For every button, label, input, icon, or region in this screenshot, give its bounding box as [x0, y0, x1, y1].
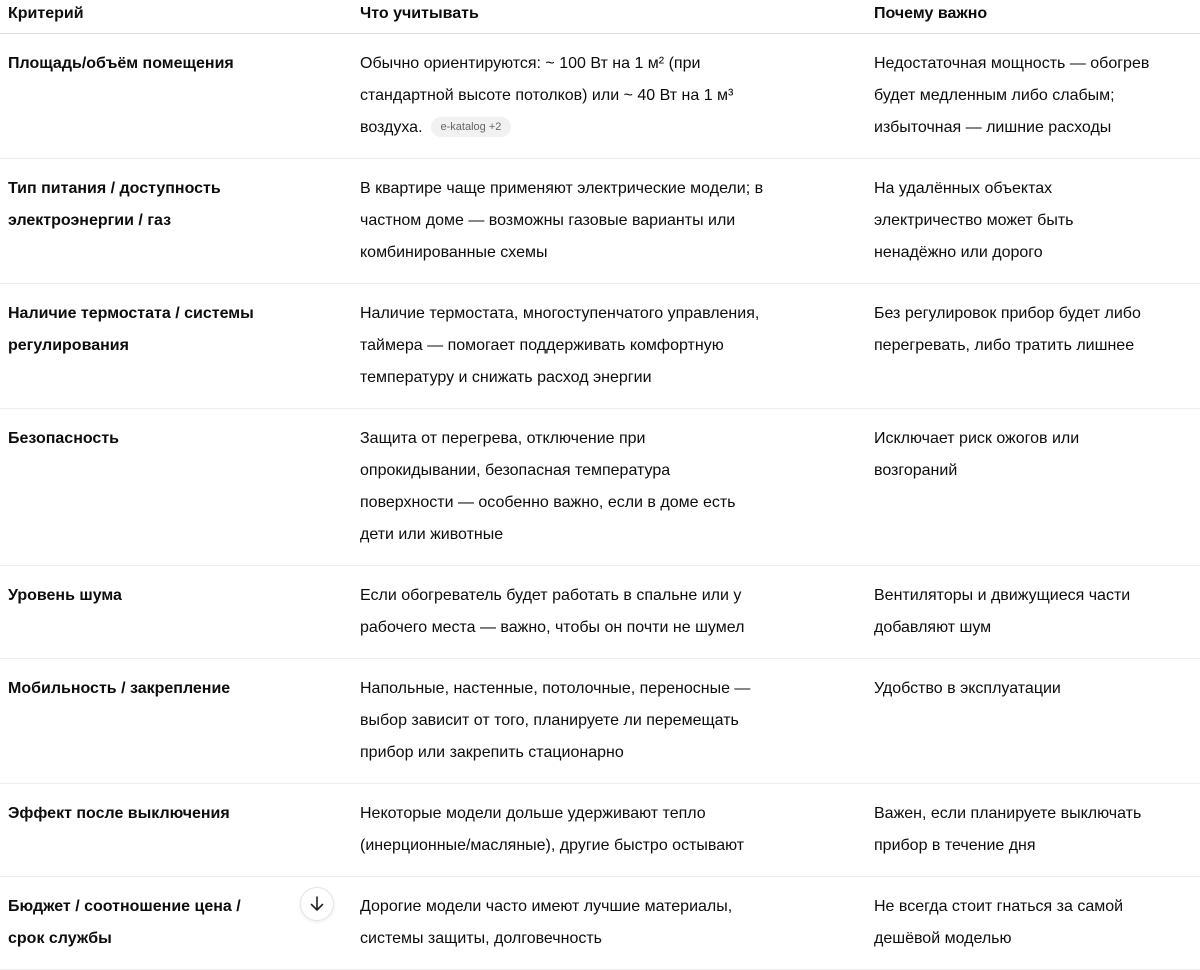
- table-body: [0, 34, 1200, 970]
- cell-line: Уровень шума: [8, 587, 122, 604]
- table-row: [0, 34, 1200, 159]
- cell-line: ненадёжно или дорого: [874, 244, 1043, 261]
- cell-line: электроэнергии / газ: [8, 212, 172, 229]
- cell-line: Безопасность: [8, 430, 119, 447]
- cell-line: [360, 112, 854, 144]
- consider-cell: [360, 173, 874, 269]
- cell-line: рабочего места — важно, чтобы он почти не шумел: [360, 619, 745, 636]
- arrow-down-icon: [308, 895, 326, 913]
- cell-line: прибор или закрепить стационарно: [360, 744, 624, 761]
- criterion-cell: [8, 48, 360, 144]
- consider-cell: [360, 298, 874, 394]
- table-row: [0, 409, 1200, 566]
- cell-line: избыточная — лишние расходы: [874, 119, 1112, 136]
- cell-line: Недостаточная мощность — обогрев: [874, 55, 1150, 72]
- table-row: [0, 566, 1200, 659]
- cell-line: комбинированные схемы: [360, 244, 548, 261]
- cell-line: Мобильность / закрепление: [8, 680, 231, 697]
- criterion-cell: [8, 673, 360, 769]
- cell-line: Без регулировок прибор будет либо: [874, 305, 1141, 322]
- cell-line: Наличие термостата / системы: [8, 305, 254, 322]
- cell-line: таймера — помогает поддерживать комфортную: [360, 337, 724, 354]
- header-criterion: Критерий: [8, 5, 84, 22]
- cell-line: Обычно ориентируются: ~ 100 Вт на 1 м² (при: [360, 55, 701, 72]
- cell-line: будет медленным либо слабым;: [874, 87, 1115, 104]
- consider-cell: [360, 48, 874, 144]
- table-row: [0, 284, 1200, 409]
- cell-line: перегревать, либо тратить лишнее: [874, 337, 1135, 354]
- why-cell: [874, 580, 1200, 644]
- cell-line: поверхности — особенно важно, если в доме есть: [360, 494, 736, 511]
- cell-line: Важен, если планируете выключать: [874, 805, 1142, 822]
- table-row: [0, 659, 1200, 784]
- cell-line: выбор зависит от того, планируете ли перемещать: [360, 712, 739, 729]
- why-cell: [874, 298, 1200, 394]
- cell-line: В квартире чаще применяют электрические модели; в: [360, 180, 764, 197]
- criterion-cell: [8, 580, 360, 644]
- consider-cell: [360, 673, 874, 769]
- criterion-cell: [8, 423, 360, 551]
- cell-line: Бюджет / соотношение цена /: [8, 898, 241, 915]
- cell-line: Наличие термостата, многоступенчатого управления,: [360, 305, 760, 322]
- cell-line: Вентиляторы и движущиеся части: [874, 587, 1131, 604]
- consider-cell: [360, 891, 874, 955]
- cell-line: На удалённых объектах: [874, 180, 1053, 197]
- cell-line: Некоторые модели дольше удерживают тепло: [360, 805, 706, 822]
- cell-line: опрокидывании, безопасная температура: [360, 462, 671, 479]
- cell-line: дешёвой моделью: [874, 930, 1012, 947]
- cell-line: дети или животные: [360, 526, 504, 543]
- cell-line: температуру и снижать расход энергии: [360, 369, 652, 386]
- cell-line: Дорогие модели часто имеют лучшие материалы,: [360, 898, 733, 915]
- cell-line: Защита от перегрева, отключение при: [360, 430, 646, 447]
- cell-line: системы защиты, долговечность: [360, 930, 603, 947]
- cell-line: стандартной высоте потолков) или ~ 40 Вт на 1 м³: [360, 87, 734, 104]
- criterion-cell: [8, 298, 360, 394]
- table-row: [0, 784, 1200, 877]
- cell-line: прибор в течение дня: [874, 837, 1036, 854]
- cell-line: срок службы: [8, 930, 112, 947]
- criterion-cell: [8, 173, 360, 269]
- cell-line: Напольные, настенные, потолочные, переносные —: [360, 680, 751, 697]
- table-row: [0, 877, 1200, 970]
- why-cell: [874, 673, 1200, 769]
- header-consider: Что учитывать: [360, 5, 479, 22]
- table-header: [0, 0, 1200, 34]
- header-why: Почему важно: [874, 5, 988, 22]
- cell-line: частном доме — возможны газовые варианты или: [360, 212, 736, 229]
- cell-line-text: воздуха.: [360, 119, 423, 136]
- cell-line: Площадь/объём помещения: [8, 55, 234, 72]
- consider-cell: [360, 798, 874, 862]
- why-cell: [874, 891, 1200, 955]
- scroll-down-button[interactable]: [300, 887, 334, 921]
- consider-cell: [360, 580, 874, 644]
- cell-line: Тип питания / доступность: [8, 180, 221, 197]
- why-cell: [874, 798, 1200, 862]
- cell-line: электричество может быть: [874, 212, 1074, 229]
- cell-line: Если обогреватель будет работать в спальне или у: [360, 587, 742, 604]
- cell-line: добавляют шум: [874, 619, 992, 636]
- why-cell: [874, 173, 1200, 269]
- cell-line: Не всегда стоит гнаться за самой: [874, 898, 1124, 915]
- cell-line: Эффект после выключения: [8, 805, 230, 822]
- why-cell: [874, 48, 1200, 144]
- cell-line: Исключает риск ожогов или: [874, 430, 1080, 447]
- why-cell: [874, 423, 1200, 551]
- cell-line: возгораний: [874, 462, 958, 479]
- cell-line: (инерционные/масляные), другие быстро остывают: [360, 837, 745, 854]
- criterion-cell: [8, 798, 360, 862]
- consider-cell: [360, 423, 874, 551]
- table-row: [0, 159, 1200, 284]
- cell-line: регулирования: [8, 337, 129, 354]
- citation-pill[interactable]: e-katalog +2: [431, 117, 512, 137]
- cell-line: Удобство в эксплуатации: [874, 680, 1061, 697]
